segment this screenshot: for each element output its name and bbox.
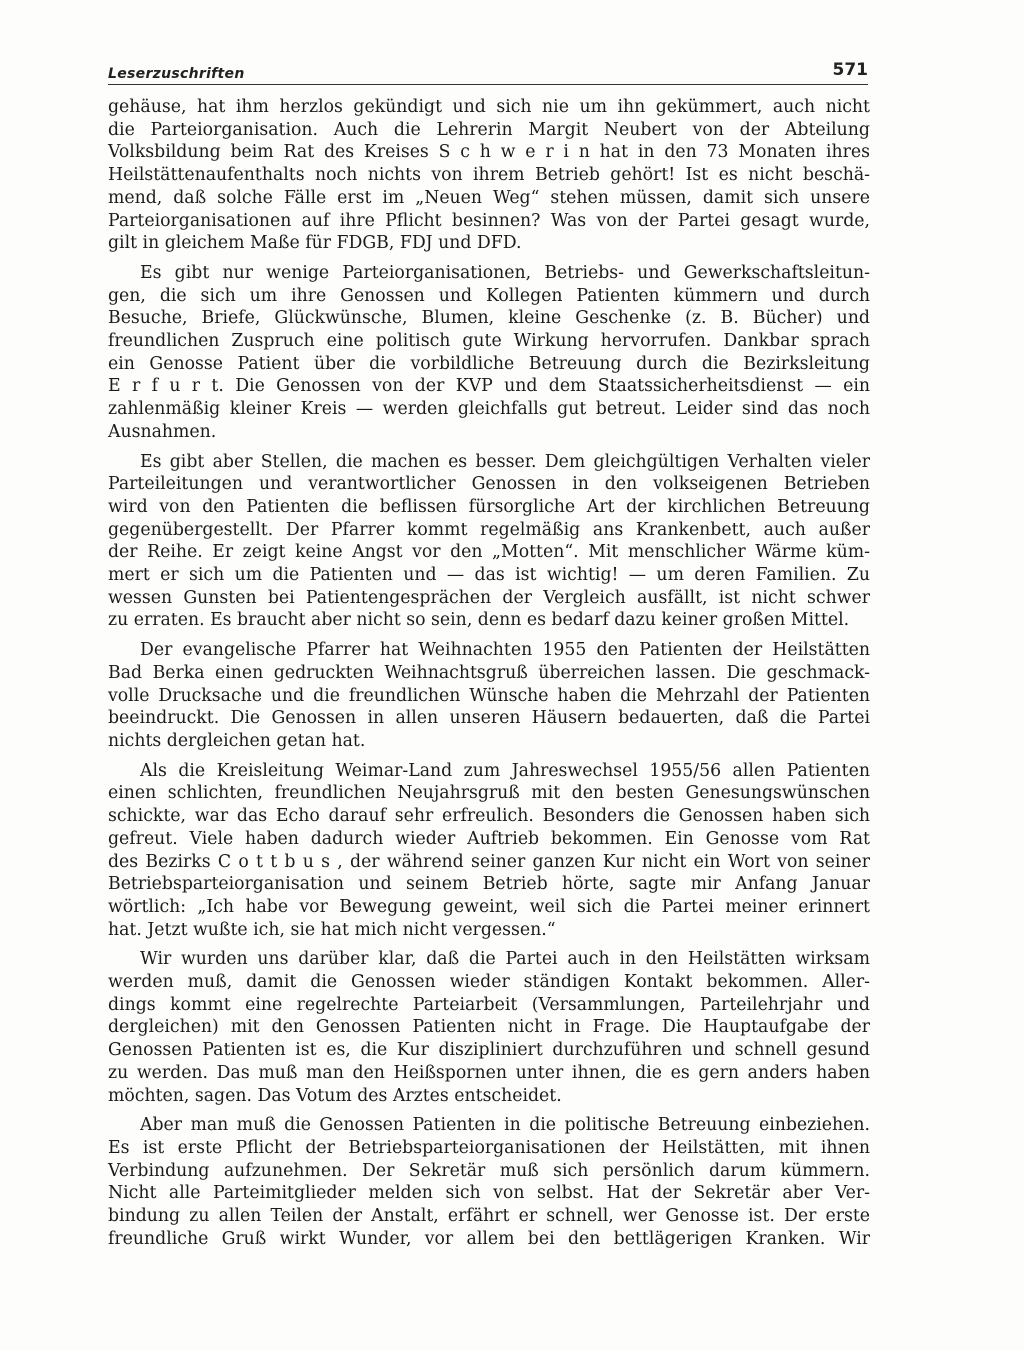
text-line: die Parteiorganisation. Auch die Lehrerin Margit Neubert von der Abteilung [108,119,870,140]
text-line: gehäuse, hat ihm herzlos gekündigt und sich nie um ihn gekümmert, auch nicht [108,97,870,117]
paragraph [108,96,870,255]
text-line: der Reihe. Er zeigt keine Angst vor den „Motten“. Mit menschlicher Wärme küm- [108,542,870,563]
text-line: Als die Kreisleitung Weimar-Land zum Jahreswechsel 1955/56 allen Patienten [140,760,870,781]
page-number: 571 [832,60,868,80]
text-line: Wir wurden uns darüber klar, daß die Partei auch in den Heilstätten wirksam [140,949,870,970]
text-line: Parteiorganisationen auf ihre Pflicht besinnen? Was von der Partei gesagt wurde, [108,210,870,231]
text-line: ein Genosse Patient über die vorbildliche Betreuung durch die Bezirksleitung [108,353,870,374]
text-line: zu erraten. Es braucht aber nicht so sein, denn es bedarf dazu keiner großen Mittel. [108,610,850,631]
text-line: Es ist erste Pflicht der Betriebsparteiorganisationen der Heilstätten, mit ihnen [108,1137,870,1158]
text-line: Ausnahmen. [108,421,217,442]
text-line: Nicht alle Parteimitglieder melden sich von selbst. Hat der Sekretär aber Ver- [108,1183,870,1204]
text-line: schickte, war das Echo darauf sehr erfreulich. Besonders die Genossen haben sich [108,806,870,827]
text-line: Genossen Patienten ist es, die Kur diszipliniert durchzuführen und schnell gesund [108,1040,870,1061]
text-line: gen, die sich um ihre Genossen und Kollegen Patienten kümmern und durch [108,285,870,306]
text-line: beeindruckt. Die Genossen in allen unseren Häusern bedauerten, daß die Partei [108,708,870,729]
running-title: Leserzuschriften [108,66,245,82]
text-line: zu werden. Das muß man den Heißspornen unter ihnen, die es gern anders haben [108,1062,870,1083]
header-rule [108,84,868,85]
text-line: nichts dergleichen getan hat. [108,730,366,751]
text-line: des Bezirks C o t t b u s , der während seiner ganzen Kur nicht ein Wort von seiner [108,851,870,872]
text-line: wörtlich: „Ich habe vor Bewegung geweint, weil sich die Partei meiner erinnert [108,896,870,917]
text-line: Aber man muß die Genossen Patienten in die politische Betreuung einbeziehen. [140,1115,870,1136]
text-line: Volksbildung beim Rat des Kreises S c h w e r i n hat in den 73 Monaten ihres [108,142,870,163]
text-line: volle Drucksache und die freundlichen Wünsche haben die Mehrzahl der Patienten [108,685,870,706]
text-line: Bad Berka einen gedruckten Weihnachtsgruß überreichen lassen. Die geschmack- [108,662,870,683]
text-line: freundlichen Zuspruch eine politisch gute Wirkung hervorrufen. Dankbar sprach [108,331,870,352]
text-line: wessen Gunsten bei Patientengesprächen der Vergleich ausfällt, ist nicht schwer [108,587,870,608]
text-line: wird von den Patienten die beflissen fürsorgliche Art der kirchlichen Betreuung [108,496,870,517]
text-line: Der evangelische Pfarrer hat Weihnachten 1955 den Patienten der Heilstätten [140,640,870,661]
paragraph [108,1114,870,1250]
text-line: Besuche, Briefe, Glückwünsche, Blumen, kleine Geschenke (z. B. Bücher) und [108,308,870,329]
text-line: mend, daß solche Fälle erst im „Neuen Weg“ stehen müssen, damit sich unsere [108,187,870,208]
text-line: hat. Jetzt wußte ich, sie hat mich nicht vergessen.“ [108,919,556,940]
text-line: möchten, sagen. Das Votum des Arztes entscheidet. [108,1085,562,1106]
paragraph [108,948,870,1107]
text-line: Parteileitungen und verantwortlicher Genossen in den volkseigenen Betrieben [108,474,870,495]
text-line: gegenübergestellt. Der Pfarrer kommt regelmäßig ans Krankenbett, auch außer [108,519,870,540]
body-text [108,96,870,1257]
text-line: zahlenmäßig kleiner Kreis — werden gleichfalls gut betreut. Leider sind das noch [108,399,870,420]
text-line: E r f u r t. Die Genossen von der KVP und dem Staatssicherheitsdienst — ein [108,376,870,397]
text-line: Verbindung aufzunehmen. Der Sekretär muß sich persönlich darum kümmern. [108,1160,870,1181]
text-line: werden muß, damit die Genossen wieder ständigen Kontakt bekommen. Aller- [108,972,870,993]
text-line: Heilstättenaufenthalts noch nichts von ihrem Betrieb gehört! Ist es nicht beschä- [108,165,870,186]
text-line: bindung zu allen Teilen der Anstalt, erfährt er schnell, wer Genosse ist. Der erste [108,1206,870,1227]
text-line: Betriebsparteiorganisation und seinem Betrieb hörte, sagte mir Anfang Januar [108,874,870,895]
paragraph [108,639,870,753]
paragraph [108,451,870,633]
text-line: freundliche Gruß wirkt Wunder, vor allem bei den bettlägerigen Kranken. Wir [108,1228,870,1249]
text-line: Es gibt aber Stellen, die machen es besser. Dem gleichgültigen Verhalten vieler [140,451,870,472]
text-line: dings kommt eine regelrechte Parteiarbeit (Versammlungen, Parteilehrjahr und [108,994,870,1015]
paragraph [108,262,870,444]
text-line: Es gibt nur wenige Parteiorganisationen, Betriebs- und Gewerkschaftsleitun- [140,262,870,283]
paragraph [108,760,870,942]
text-line: dergleichen) mit den Genossen Patienten nicht in Frage. Die Hauptaufgabe der [108,1017,870,1038]
text-line: einen schlichten, freundlichen Neujahrsgruß mit den besten Genesungswünschen [108,783,870,804]
page-header [108,60,868,84]
text-line: gilt in gleichem Maße für FDGB, FDJ und DFD. [108,233,522,254]
text-line: mert er sich um die Patienten und — das ist wichtig! — um deren Familien. Zu [108,565,870,586]
text-line: gefreut. Viele haben dadurch wieder Auftrieb bekommen. Ein Genosse vom Rat [108,828,870,849]
